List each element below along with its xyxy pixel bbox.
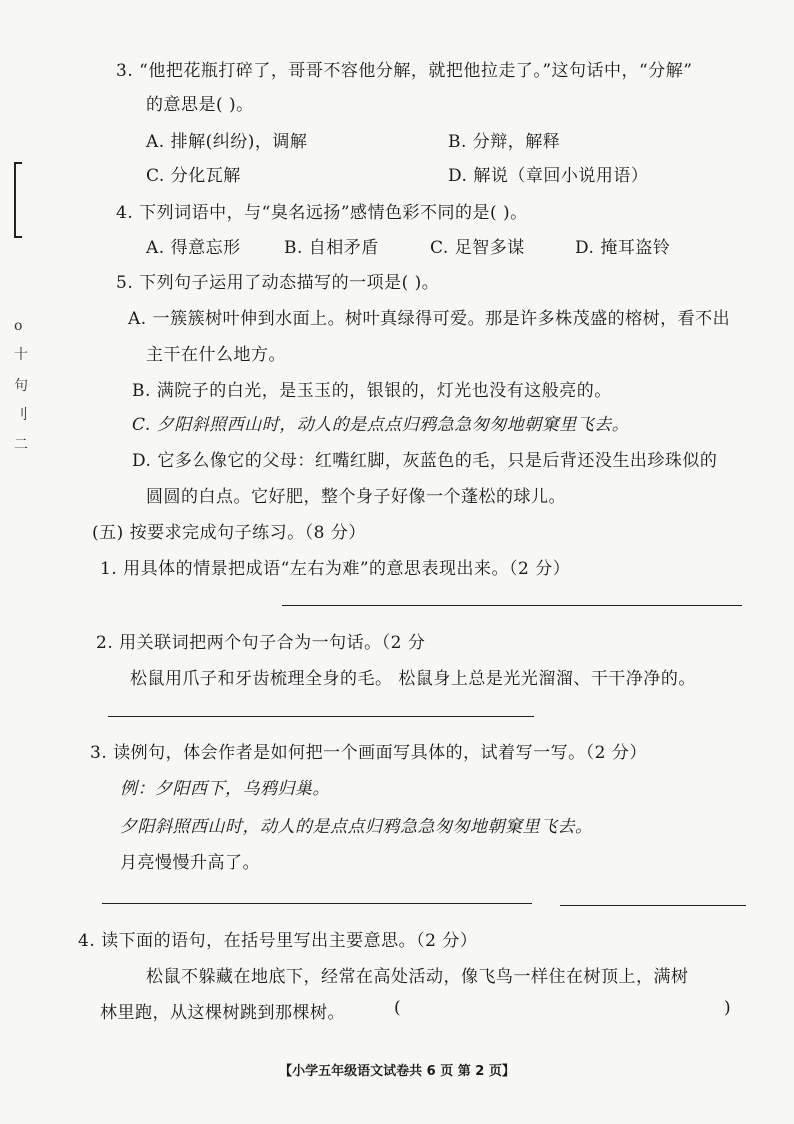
margin-mark: 句 [14, 378, 28, 394]
answer-line-3b[interactable] [560, 905, 746, 906]
s5-question-3: 3. 读例句，体会作者是如何把一个画面写具体的，试着写一写。（2 分） [90, 743, 647, 763]
answer-line-3a[interactable] [102, 903, 532, 904]
q3-option-c: C. 分化瓦解 [146, 166, 241, 186]
s5-question-4-text-line2: 林里跑，从这棵树跳到那棵树。 [100, 1003, 345, 1023]
q5-option-c: C. 夕阳斜照西山时，动人的是点点归鸦急急匆匆地朝窠里飞去。 [132, 415, 630, 435]
q5-option-d-line2: 圆圆的白点。它好肥，整个身子好像一个蓬松的球儿。 [146, 487, 566, 507]
margin-mark: 二 [14, 437, 28, 453]
s5-question-1: 1. 用具体的情景把成语“左右为难”的意思表现出来。（2 分） [100, 559, 571, 579]
q3-stem-line1: 3. “他把花瓶打碎了，哥哥不容他分解，就把他拉走了。”这句话中，“分解” [116, 61, 693, 81]
q4-option-b: B. 自相矛盾 [284, 238, 379, 258]
q4-option-d: D. 掩耳盗铃 [575, 238, 671, 258]
s5-question-4: 4. 读下面的语句，在括号里写出主要意思。（2 分） [78, 931, 478, 951]
q3-option-b: B. 分辩，解释 [448, 132, 561, 152]
s5-question-4-text-line1: 松鼠不躲藏在地底下，经常在高处活动，像飞鸟一样住在树顶上，满树 [146, 967, 689, 987]
q3-stem-line2: 的意思是( )。 [146, 95, 254, 115]
q5-option-b: B. 满院子的白光，是玉玉的，银银的，灯光也没有这般亮的。 [132, 381, 612, 401]
s5-question-3-task: 月亮慢慢升高了。 [120, 853, 260, 873]
s5-question-3-example: 例：夕阳西下，乌鸦归巢。 [120, 779, 330, 799]
q4-stem: 4. 下列词语中，与“臭名远扬”感情色彩不同的是( )。 [116, 203, 528, 223]
s5-question-2: 2. 用关联词把两个句子合为一句话。（2 分 [96, 633, 426, 653]
q5-option-a-line1: A. 一簇簇树叶伸到水面上。树叶真绿得可爱。那是许多株茂盛的榕树，看不出 [128, 309, 731, 329]
section-five-heading: (五) 按要求完成句子练习。（8 分） [92, 523, 366, 543]
q4-option-c: C. 足智多谋 [430, 238, 525, 258]
margin-mark: o [14, 318, 23, 334]
answer-line-1[interactable] [282, 605, 742, 606]
q3-option-a: A. 排解(纠纷)，调解 [146, 132, 308, 152]
page-footer: 【小学五年级语文试卷共 6 页 第 2 页】 [279, 1064, 515, 1079]
answer-line-2[interactable] [108, 716, 534, 717]
s5-question-2-text: 松鼠用爪子和牙齿梳理全身的毛。 松鼠身上总是光光溜溜、干干净净的。 [130, 669, 696, 689]
margin-mark: 刂 [14, 407, 28, 423]
q5-stem: 5. 下列句子运用了动态描写的一项是( )。 [116, 273, 440, 293]
binding-bracket [14, 162, 22, 238]
margin-mark: 十 [14, 347, 28, 363]
answer-bracket-open[interactable]: ( [394, 998, 402, 1018]
s5-question-3-example-expanded: 夕阳斜照西山时，动人的是点点归鸦急急匆匆地朝窠里飞去。 [120, 817, 593, 837]
answer-bracket-close[interactable]: ) [724, 998, 732, 1018]
q4-option-a: A. 得意忘形 [146, 238, 241, 258]
q5-option-d-line1: D. 它多么像它的父母：红嘴红脚，灰蓝色的毛，只是后背还没生出珍珠似的 [132, 451, 718, 471]
q3-option-d: D. 解说（章回小说用语） [448, 166, 649, 186]
q5-option-a-line2: 主干在什么地方。 [146, 345, 286, 365]
